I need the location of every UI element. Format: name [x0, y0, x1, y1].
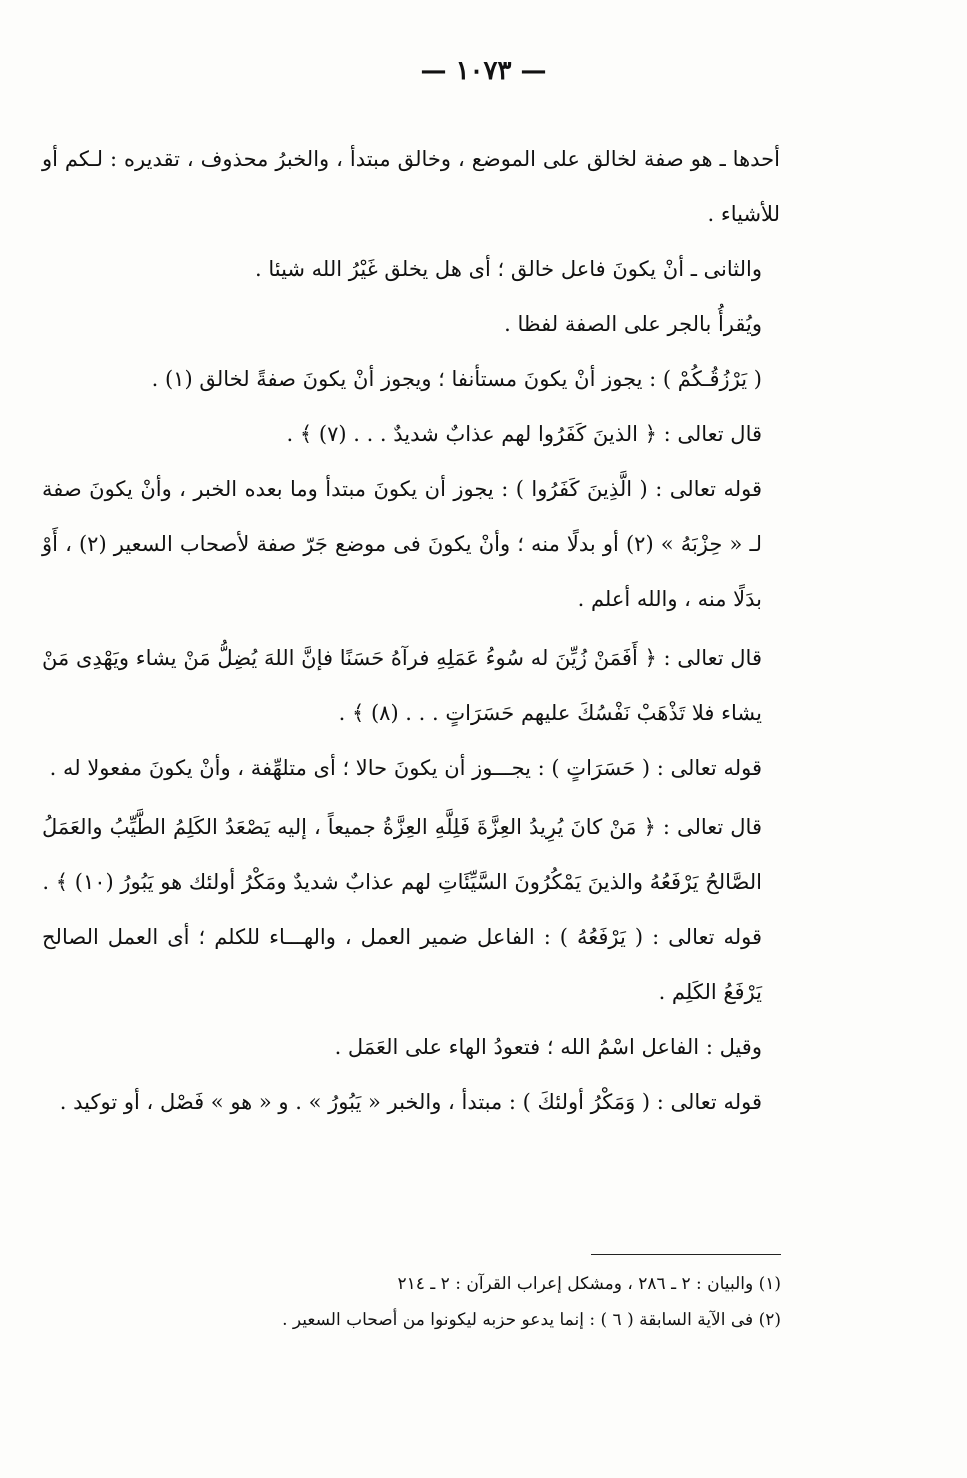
paragraph-9: قال تعالى : ﴿ مَنْ كانَ يُرِيدُ العِزَّةَ فَلِلَّهِ العِزَّةُ جميعاً ، إليه يَصْعَدُ الكَلِمُ الطَّيِّبُ والعَمَلُ الصَّالحُ يَرْفَعُهُ والذينَ يَمْكُرُونَ السَّيِّئَاتِ لهم عذابٌ شديدٌ ومَكْرُ أولئك هو يَبُورُ (١٠) ﴾ .	[42, 815, 762, 894]
page-number: — ١٠٧٣ —	[420, 56, 547, 86]
footnote-1: (١) والبيان : ٢ ـ ٢٨٦ ، ومشكل إعراب القرآن : ٢ ـ ٢١٤	[397, 1274, 781, 1294]
paragraph-12: قوله تعالى : ( وَمَكْرُ أولئكَ ) : مبتدأ ، والخبر « يَبُورُ » . و « هو » فَصْل ، أو توكيد .	[59, 1090, 762, 1114]
paragraph-6: قوله تعالى : ( الَّذِينَ كَفَرُوا ) : يجوز أن يكونَ مبتدأ وما بعده الخبر ، وأنْ يكونَ صفة لـ « حِزْبَهُ » (٢) أو بدلًا منه ؛ وأنْ يكونَ فى موضع جَرّ صفة لأصحاب السعير (٢) ، أَوْ بدَلًا منه ، والله أعلم .	[42, 477, 762, 611]
paragraph-7: قال تعالى : ﴿ أَفَمَنْ زُيِّنَ له سُوءُ عَمَلِهِ فرآهُ حَسَنًا فإنَّ اللهَ يُضِلُّ مَنْ يشاء ويَهْدِى مَنْ يشاء فلا تَذْهَبْ نَفْسُكَ عليهم حَسَرَاتٍ . . . (٨) ﴾ .	[42, 646, 762, 725]
paragraph-4: ( يَرْزُقُـكُمْ ) : يجوز أنْ يكونَ مستأنفا ؛ ويجوز أنْ يكونَ صفةً لخالق (١) .	[151, 367, 762, 391]
footnote-divider	[591, 1254, 781, 1255]
paragraph-8: قوله تعالى : ( حَسَرَاتٍ ) : يجـــوز أن يكونَ حالا ؛ أى متلهِّفة ، وأنْ يكونَ مفعولا له .	[49, 756, 762, 780]
footnotes	[221, 1266, 781, 1338]
paragraph-1: أحدها ـ هو صفة لخالق على الموضع ، وخالق مبتدأ ، والخبرُ محذوف ، تقديره : لـكم أو للأشياء .	[42, 147, 780, 226]
paragraph-5: قال تعالى : ﴿ الذينَ كَفَرُوا لهم عذابٌ شديدٌ . . . (٧) ﴾ .	[286, 422, 762, 446]
paragraph-11: وقيل : الفاعل اسْمُ الله ؛ فتعودُ الهاء على العَمَل .	[334, 1035, 762, 1059]
paragraph-2: والثانى ـ أنْ يكونَ فاعل خالق ؛ أى هل يخلق غَيْرُ الله شيئا .	[254, 257, 762, 281]
paragraph-10: قوله تعالى : ( يَرْفَعُهُ ) : الفاعل ضمير العمل ، والهـــاء للكلم ؛ أى العمل الصالح يَرْفَعُ الكَلِم .	[42, 925, 762, 1004]
footnote-2: (٢) فى الآية السابقة ( ٦ ) : إنما يدعو حزبه ليكونوا من أصحاب السعير .	[282, 1310, 781, 1330]
paragraph-3: ويُقرأُ بالجر على الصفة لفظا .	[504, 312, 762, 336]
body-text	[42, 132, 780, 1130]
